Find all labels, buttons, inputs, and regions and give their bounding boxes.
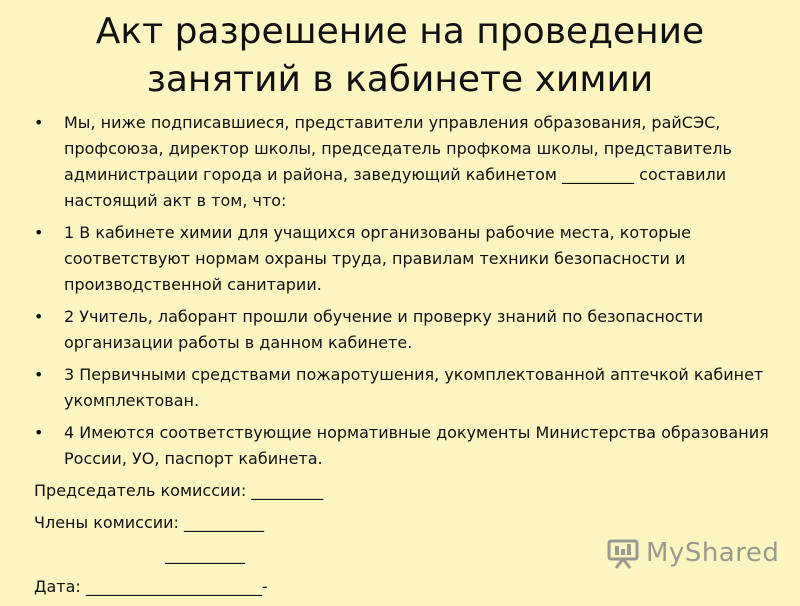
list-item [34, 304, 778, 356]
members-extra-signature-line: __________ [165, 545, 245, 564]
slide-title: Акт разрешение на проведение занятий в кабинете химии [95, 11, 705, 100]
bullet-icon: • [34, 307, 44, 326]
chairman-signature-line: Председатель комиссии: _________ [34, 481, 324, 500]
members-signature-line: Члены комиссии: __________ [34, 513, 265, 532]
watermark [606, 537, 779, 569]
presentation-board-icon [606, 537, 640, 569]
list-item [34, 420, 778, 472]
bullet-icon: • [34, 223, 44, 242]
list-item [34, 362, 778, 414]
list-item [34, 110, 778, 214]
bullet-text: 4 Имеются соответствующие нормативные документы Министерства образования России, УО, паспорт кабинета. [64, 423, 769, 468]
bullet-icon: • [34, 423, 44, 442]
bullet-icon: • [34, 113, 44, 132]
bullet-text: 2 Учитель, лаборант прошли обучение и проверку знаний по безопасности организации работы в данном кабинете. [64, 307, 704, 352]
date-line: Дата: ______________________- [34, 577, 268, 596]
list-item [34, 220, 778, 298]
bullet-text: 1 В кабинете химии для учащихся организованы рабочие места, которые соответствуют нормам охраны труда, правилам техники безопасности и производственной санитарии. [64, 223, 691, 294]
bullet-list [34, 110, 778, 472]
watermark-text: MyShared [646, 538, 780, 568]
slide-body [34, 110, 778, 606]
bullet-text: Мы, ниже подписавшиеся, представители управления образования, райСЭС, профсоюза, директор школы, председатель профкома школы, представитель администрации города и района, заведующий кабинетом _________ составили настоящий акт в том, что: [64, 113, 732, 210]
bullet-text: 3 Первичными средствами пожаротушения, укомплектованной аптечкой кабинет укомплектован. [64, 365, 764, 410]
bullet-icon: • [34, 365, 44, 384]
